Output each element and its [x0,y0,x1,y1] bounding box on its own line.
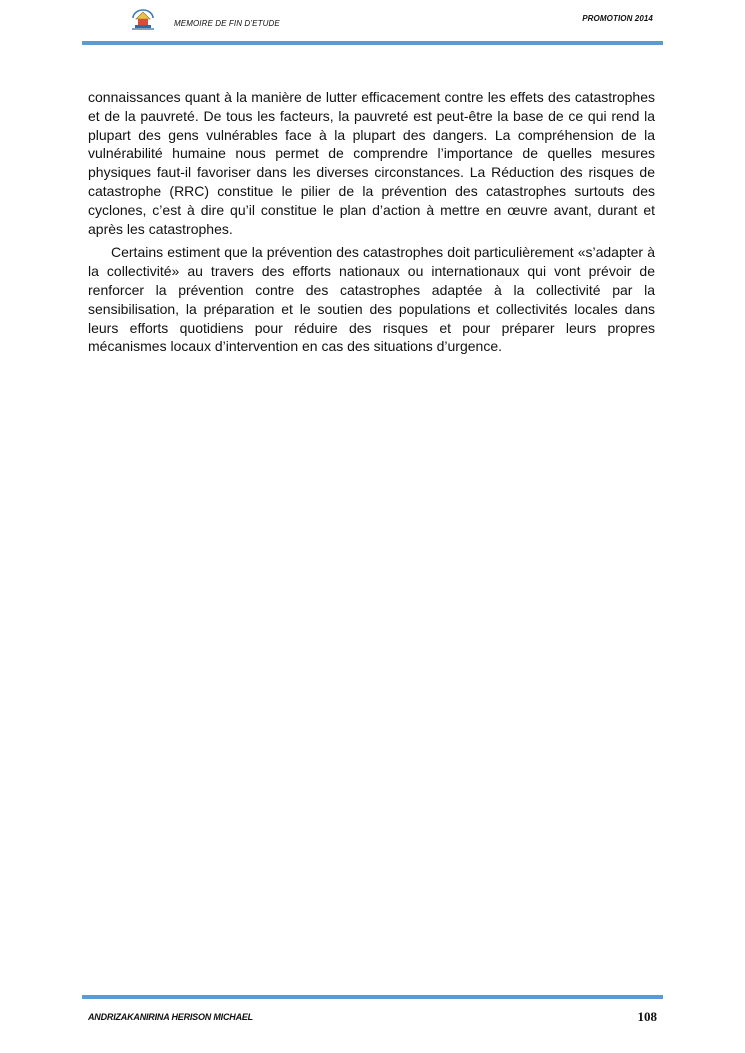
footer-divider [82,995,663,999]
paragraph: Certains estiment que la prévention des catastrophes doit particulièrement «s’adapter à la collectivité» au travers des efforts nationaux ou internationaux qui vont prévoir de renforcer la prévention contre des catastrophes adaptée à la collectivité par la sensibilisation, la préparation et le soutien des populations et collectivités locales dans leurs efforts quotidiens pour réduire des risques et pour préparer leurs propres mécanismes locaux d’intervention en cas des situations d’urgence. [88,244,655,355]
university-emblem-icon [128,8,158,32]
footer-author: ANDRIZAKANIRINA HERISON MICHAEL [88,1012,253,1022]
header-divider [82,41,663,45]
paragraph: connaissances quant à la manière de lutter efficacement contre les effets des catastrophes et de la pauvreté. De tous les facteurs, la pauvreté est peut-être la base de ce qui rend la plupart des gens vulnérables face à la plupart des dangers. La compréhension de la vulnérabilité humaine nous permet de comprendre l’importance de quelles mesures physiques faut-il favoriser dans les diverses circonstances. La Réduction des risques de catastrophe (RRC) constitue le pilier de la prévention des catastrophes surtouts des cyclones, c’est à dire qu’il constitue le plan d’action à mettre en œuvre avant, durant et après les catastrophes. [88,89,655,237]
document-body [88,88,655,361]
header-document-title: MEMOIRE DE FIN D’ETUDE [174,19,280,28]
header-promotion: PROMOTION 2014 [582,14,653,23]
page-number: 108 [637,1009,657,1024]
